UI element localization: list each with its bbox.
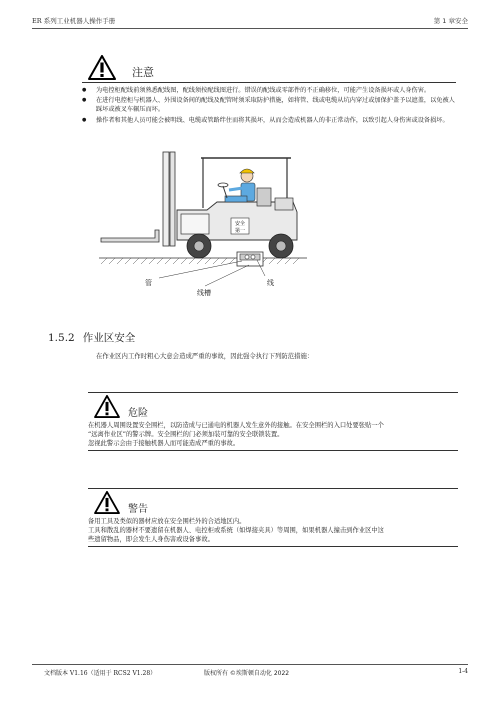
document-version: 文档版本 V1.16（适用于 RCS2 V1.28） xyxy=(44,670,157,677)
danger-title-row xyxy=(88,393,458,419)
manual-title: ER 系列工业机器人操作手册 xyxy=(32,17,116,25)
danger-bottom-divider xyxy=(88,450,458,451)
danger-body xyxy=(88,421,458,448)
danger-line: 在机器人周围设置安全围栏，以防造成与已通电的机器人发生意外的接触。在安全围栏的入口处要张贴一个 xyxy=(88,422,384,429)
page-footer xyxy=(32,668,468,680)
footer-divider xyxy=(32,664,468,665)
warning-line: 工具和散乱的器材不要遗留在机器人、电控柜或系统（如焊接夹具）等周围，如果机器人撞击到作业区中这 xyxy=(88,527,384,534)
chapter-title: 第 1 章安全 xyxy=(433,17,468,25)
list-item: ● 在进行电控柜与机器人、外围设备间的配线及配管时须采取防护措施，如将管、线或电缆从坑内穿过或加保护盖予以遮盖，以免被人踩坏或被叉车辗压而坏。 xyxy=(82,96,456,114)
warning-line: 备用工具及类似的器材应放在安全围栏外的合适地区内。 xyxy=(88,518,246,525)
notice-title-row xyxy=(82,55,456,81)
forklift-drawing xyxy=(97,148,309,300)
warning-triangle-icon xyxy=(94,395,120,418)
notice-list xyxy=(82,86,456,125)
section-number: 1.5.2 xyxy=(48,332,75,344)
warning-bottom-divider xyxy=(88,546,458,547)
danger-title: 危险 xyxy=(128,408,148,419)
header-divider xyxy=(32,28,468,29)
page-number: 1-4 xyxy=(458,668,468,675)
page-header xyxy=(32,14,468,28)
wire-label: 线 xyxy=(267,279,274,287)
trench-label: 线槽 xyxy=(197,289,211,297)
warning-callout xyxy=(88,488,458,547)
warning-body xyxy=(88,517,458,544)
sign-text-line1: 安全 xyxy=(234,221,246,227)
list-item: ● 为电控柜配线前须熟悉配线图，配线须按配线图进行。错误的配线或零部件的不正确移位，可能产生设备损坏或人身伤害。 xyxy=(82,86,456,95)
forklift-illustration xyxy=(97,148,309,300)
pipe-label: 管 xyxy=(145,279,152,287)
warning-triangle-icon xyxy=(88,55,116,80)
danger-callout xyxy=(88,392,458,451)
list-item: ● 操作者和其他人员可能会被明线、电缆或管路绊住而将其损坏，从而会造成机器人的非正常动作，以致引起人身伤害或设备损坏。 xyxy=(82,116,456,125)
sign-text-line2: 第一 xyxy=(234,228,246,234)
notice-divider xyxy=(82,82,456,83)
section-intro: 在作业区内工作时粗心大意会造成严重的事故，因此强令执行下列防范措施： xyxy=(96,352,314,360)
warning-triangle-icon xyxy=(94,491,120,514)
danger-line: 忽视此警示会由于接触机器人而可能造成严重的事故。 xyxy=(88,440,240,447)
notice-title: 注意 xyxy=(132,66,154,79)
section-title: 作业区安全 xyxy=(82,332,136,344)
notice-block xyxy=(82,55,456,126)
warning-line: 些遗留物品，即会发生人身伤害或设备事故。 xyxy=(88,536,214,543)
copyright: 版权所有 ©埃斯顿自动化 2022 xyxy=(204,670,290,677)
warning-title: 警告 xyxy=(128,504,148,515)
section-heading xyxy=(48,330,135,345)
warning-title-row xyxy=(88,489,458,515)
danger-line: “远离作业区”的警示牌。安全围栏的门必须加装可靠的安全联锁装置。 xyxy=(88,431,284,438)
